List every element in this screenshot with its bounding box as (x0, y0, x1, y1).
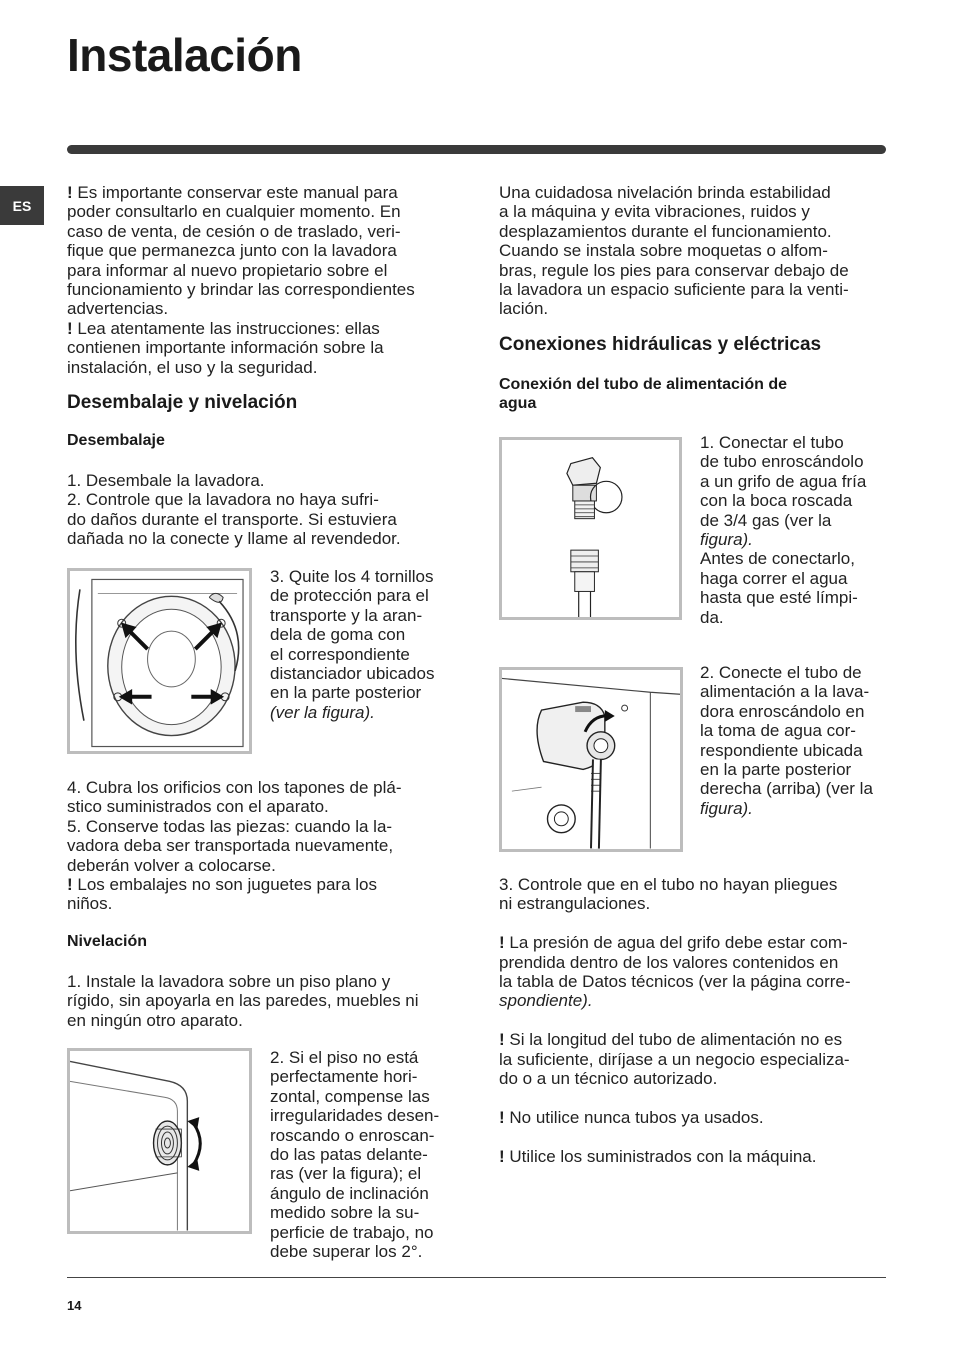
desembalaje-step3 (270, 567, 460, 722)
text-line: debe superar los 2°. (270, 1242, 423, 1262)
text-line: irregularidades desen- (270, 1106, 440, 1126)
text-line: 2. Controle que la lavadora no haya sufri- (67, 490, 379, 510)
text-line: 2. Conecte el tubo de (700, 663, 862, 682)
text-line: con la boca roscada (700, 491, 853, 511)
text-line: ni estrangulaciones. (499, 894, 651, 914)
subheading-conexion-tubo (499, 375, 787, 414)
text-line: vadora deba ser transportada nuevamente, (67, 836, 394, 856)
text-line: 1. Desembale la lavadora. (67, 471, 265, 490)
text-line: dañada no la conecte y llame al revendedor. (67, 529, 401, 549)
subheading-nivelacion: Nivelación (67, 933, 148, 950)
text-line: perficie de trabajo, no (270, 1222, 434, 1242)
text-line: 3. Controle que en el tubo no hayan pliegues (499, 875, 838, 894)
page-title: Instalación (67, 29, 302, 81)
text-line: poder consultarlo en cualquier momento. En (67, 202, 401, 222)
text-line: la suficiente, diríjase a un negocio especializa- (499, 1049, 850, 1069)
text-line: fique que permanezca junto con la lavadora (67, 241, 397, 261)
text-line: figura). (700, 530, 753, 550)
text-line: en la parte posterior (270, 683, 422, 703)
subheading-desembalaje: Desembalaje (67, 432, 165, 449)
figure-leveling-foot (67, 1048, 252, 1234)
text-line: niños. (67, 894, 113, 914)
text-line: para informar al nuevo propietario sobre el (67, 260, 388, 280)
text-line: rígido, sin apoyarla en las paredes, muebles ni (67, 991, 419, 1011)
page-number: 14 (67, 1298, 82, 1313)
conexiones-step2 (700, 663, 892, 818)
text-line: Utilice los suministrados con la máquina. (504, 1146, 817, 1166)
text-line: a la máquina y evita vibraciones, ruidos y (499, 202, 810, 222)
warning-mark: ! (499, 933, 505, 953)
text-line: caso de venta, de cesión o de traslado, veri- (67, 221, 401, 241)
warning-mark: ! (67, 318, 73, 338)
text-line: alimentación a la lava- (700, 682, 870, 702)
language-tab: ES (0, 186, 44, 225)
text-line: dora enroscándolo en (700, 701, 865, 721)
text-line: 1. Instale la lavadora sobre un piso plano y (67, 972, 391, 991)
text-line: do las patas delante- (270, 1145, 428, 1165)
text-line: La presión de agua del grifo debe estar com- (504, 933, 848, 953)
warning-mark: ! (67, 183, 73, 202)
text-line: lación. (499, 299, 549, 319)
text-line: a un grifo de agua fría (700, 471, 867, 491)
washer-inlet-illustration (502, 670, 680, 849)
warning-mark: ! (67, 875, 73, 895)
figure-tap-connection (499, 437, 682, 620)
warning-mark: ! (499, 1107, 505, 1127)
washer-back-illustration (70, 571, 249, 751)
text-line: 4. Cubra los orificios con los tapones de plá- (67, 778, 402, 797)
text-line: da. (700, 607, 724, 627)
text-line: roscando o enroscan- (270, 1125, 435, 1145)
section-heading-desembalaje: Desembalaje y nivelación (67, 392, 298, 413)
desembalaje-steps (67, 471, 462, 549)
text-line: figura). (700, 798, 753, 818)
text-line: Cuando se instala sobre moquetas o alfom- (499, 241, 828, 261)
section-heading-conexiones: Conexiones hidráulicas y eléctricas (499, 334, 822, 355)
text-line: zontal, compense las (270, 1086, 430, 1106)
text-line: Antes de conectarlo, (700, 549, 855, 569)
left-column (67, 183, 462, 377)
text-line: No utilice nunca tubos ya usados. (504, 1107, 764, 1127)
text-line: medido sobre la su- (270, 1203, 420, 1223)
text-line: instalación, el uso y la seguridad. (67, 357, 318, 377)
text-line: agua (499, 395, 537, 413)
figure-inlet-connection (499, 667, 683, 852)
nivelacion-continued (499, 183, 894, 319)
figure-transport-bolts (67, 568, 252, 754)
text-line: haga correr el agua (700, 568, 848, 588)
intro-paragraph-1 (67, 183, 462, 319)
conexiones-notes (499, 875, 894, 1166)
nivelacion-step1 (67, 972, 462, 1030)
text-line: desplazamientos durante el funcionamiento. (499, 221, 832, 241)
text-line: dela de goma con (270, 625, 406, 645)
text-line: la tabla de Datos técnicos (ver la página corre- (499, 972, 851, 992)
text-line: Si la longitud del tubo de alimentación no es (504, 1030, 843, 1050)
text-line: (ver la figura). (270, 702, 375, 722)
warning-mark: ! (499, 1030, 505, 1050)
text-line: ras (ver la figura); el (270, 1164, 422, 1184)
text-line: la toma de agua cor- (700, 721, 856, 741)
text-line: 5. Conserve todas las piezas: cuando la la- (67, 816, 393, 836)
text-line: de protección para el (270, 586, 429, 606)
text-line: 3. Quite los 4 tornillos (270, 567, 434, 586)
text-line: do daños durante el transporte. Si estuviera (67, 509, 397, 529)
text-line: distanciador ubicados (270, 664, 435, 684)
text-line: respondiente ubicada (700, 740, 863, 760)
text-line: Una cuidadosa nivelación brinda estabilidad (499, 183, 831, 202)
text-line: Conexión del tubo de alimentación de (499, 376, 788, 393)
warning-mark: ! (499, 1146, 505, 1166)
text-line: ángulo de inclinación (270, 1183, 429, 1203)
text-line: Lea atentamente las instrucciones: ellas (72, 318, 380, 338)
text-line: spondiente). (499, 991, 593, 1011)
conexiones-step1 (700, 433, 890, 627)
text-line: 2. Si el piso no está (270, 1048, 419, 1067)
text-line: derecha (arriba) (ver la (700, 779, 873, 799)
text-line: en ningún otro aparato. (67, 1010, 243, 1030)
text-line: el correspondiente (270, 644, 410, 664)
tap-hose-illustration (502, 440, 679, 617)
nivelacion-step2 (270, 1048, 460, 1261)
text-line: transporte y la aran- (270, 605, 423, 625)
text-line: prendida dentro de los valores contenidos en (499, 952, 839, 972)
intro-paragraph-2 (67, 319, 462, 377)
text-line: perfectamente hori- (270, 1067, 418, 1087)
text-line: Es importante conservar este manual para (77, 183, 398, 202)
desembalaje-steps-4-5 (67, 778, 462, 914)
text-line: stico suministrados con el aparato. (67, 797, 329, 817)
text-line: deberán volver a colocarse. (67, 855, 276, 875)
text-line: Los embalajes no son juguetes para los (72, 875, 377, 895)
text-line: bras, regule los pies para conservar debajo de (499, 260, 849, 280)
text-line: de 3/4 gas (ver la (700, 510, 832, 530)
footer-rule (67, 1277, 886, 1278)
text-line: de tubo enroscándolo (700, 452, 864, 472)
text-line: hasta que esté límpi- (700, 588, 858, 608)
text-line: en la parte posterior (700, 760, 852, 780)
text-line: do o a un técnico autorizado. (499, 1069, 718, 1089)
text-line: contienen importante información sobre la (67, 338, 384, 358)
header-rule (67, 145, 886, 154)
text-line: funcionamiento y brindar las correspondientes (67, 280, 415, 300)
text-line: la lavadora un espacio suficiente para la venti- (499, 280, 849, 300)
leveling-foot-illustration (70, 1051, 249, 1231)
text-line: 1. Conectar el tubo (700, 433, 844, 452)
text-line: advertencias. (67, 299, 169, 319)
